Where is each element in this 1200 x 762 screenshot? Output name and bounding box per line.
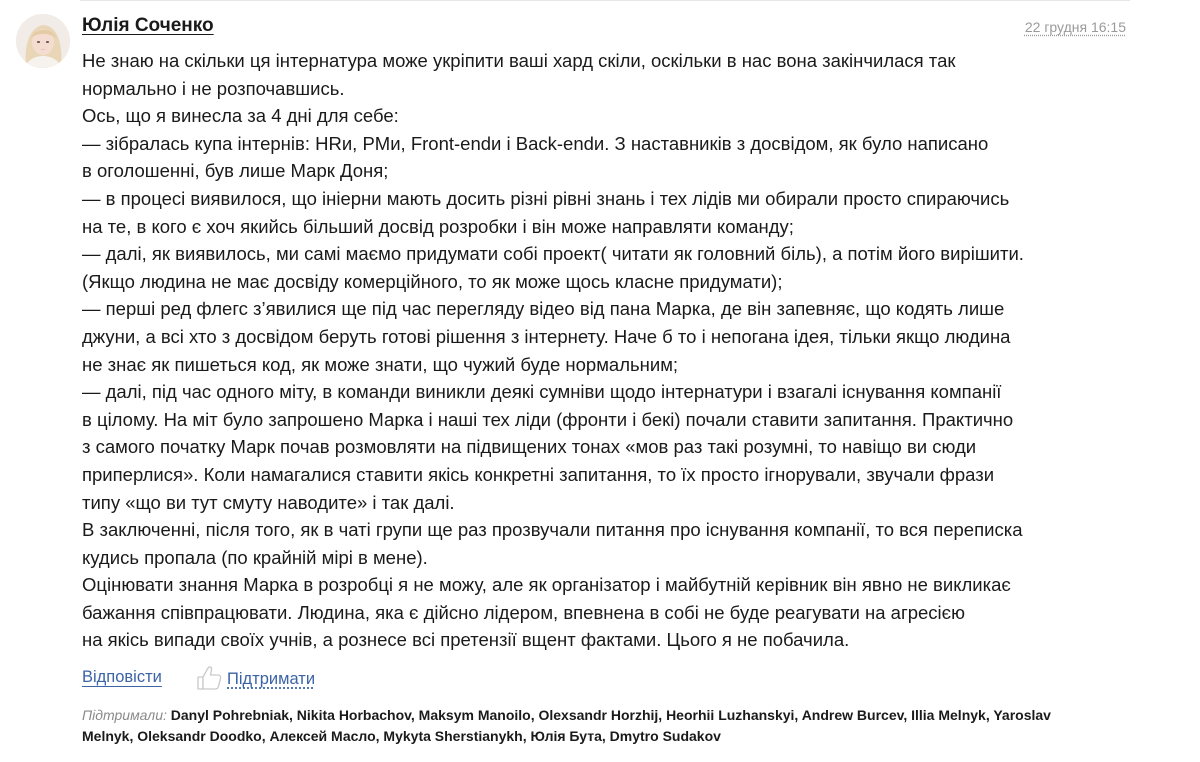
supporters-list: [82, 705, 1102, 747]
comment-body: [82, 47, 1142, 654]
comment-line: — далі, як виявилось, ми самі маємо придумати собі проект( читати як головний біль), а потім його вирішити.: [82, 243, 1024, 265]
comment-line: джуни, а всі хто з досвідом беруть готові рішення з інтернету. Наче б то і непогана ідея, тільки якщо людина: [82, 325, 1011, 347]
avatar-image: [16, 14, 70, 68]
comment-line: кудись пропала (по крайній мірі в мене).: [82, 546, 428, 568]
comment-line: Не знаю на скільки ця інтернатура може укріпити ваші хард скіли, оскільки в нас вона закінчилася так: [82, 50, 956, 71]
comment-line: (Якщо людина не має досвіду комерційного, то як може щось класне придумати);: [82, 270, 783, 292]
comment-line: нормально і не розпочавшись.: [82, 77, 345, 99]
comment-line: в цілому. На міт було запрошено Марка і наші тех ліди (фронти і бекі) почали ставити запитання. Практично: [82, 408, 1014, 430]
author-name[interactable]: Юлія Соченко: [82, 15, 214, 36]
comment-line: Ось, що я винесла за 4 дні для себе:: [82, 105, 399, 127]
comment-line: Оцінювати знання Марка в розробці я не можу, але як організатор і майбутній керівник він явно не викликає: [82, 574, 1011, 596]
comment-timestamp[interactable]: 22 грудня 16:15: [1024, 19, 1126, 35]
comment-line: на якісь випади своїх учнів, а рознесе всі претензії вщент фактами. Цього я не побачила.: [82, 629, 850, 651]
comment-line: типу «що ви тут смуту наводите» і так далі.: [82, 491, 455, 513]
comment-line: — в процесі виявилося, що ініерни мають досить різні рівні знань і тех лідів ми обирали просто спираючись: [82, 187, 1010, 209]
avatar[interactable]: [16, 14, 70, 68]
comment-line: не знає як пишеться код, як може знати, що чужий буде нормальним;: [82, 353, 679, 375]
supporters-names[interactable]: Danyl Pohrebniak, Nikita Horbachov, Maksym Manoilo, Olexsandr Horzhij, Heorhii Luzhanskyi, Andrew Burcev, Illia Melnyk, Yaroslav Melnyk, Oleksandr Doodko, Алексей Масло, Mykyta Sherstianykh, Юлія Бута, Dmytro Sudakov: [82, 707, 1051, 744]
comment-line: в оголошенні, був лише Марк Доня;: [82, 160, 389, 182]
comment-line: з самого початку Марк почав розмовляти на підвищених тонах «мов раз такі розумні, то навіщо ви сюди: [82, 436, 977, 458]
comment-line: — зібралась купа інтернів: HRи, PMи, Front-endи і Back-endи. З наставників з досвідом, як було написано: [82, 132, 989, 154]
reply-link[interactable]: Відповісти: [82, 668, 162, 686]
comment-line: приперлися». Коли намагалися ставити якісь конкретні запитання, то їх просто ігнорували, звучали фрази: [82, 463, 995, 485]
support-button[interactable]: Підтримати: [227, 670, 316, 688]
thumbs-up-icon[interactable]: [194, 664, 224, 692]
supporters-label: Підтримали:: [82, 707, 167, 723]
comment-line: бажання співпрацювати. Людина, яка є дійсно лідером, впевнена в собі не буде реагувати на агресією: [82, 601, 965, 623]
top-divider: [80, 0, 1130, 1]
comment-line: — перші ред флегс з’явилися ще під час перегляду відео від пана Марка, де він запевняє, що кодять лише: [82, 298, 1005, 320]
comment-line: В заключенні, після того, як в чаті групи ще раз прозвучали питання про існування компанії, то вся переписка: [82, 519, 1023, 541]
comment-line: на те, в кого є хоч якийсь більший досвід розробки і він може направляти команду;: [82, 215, 794, 237]
comment-line: — далі, під час одного міту, в команди виникли деякі сумніви щодо інтернатури і взагалі існування компанії: [82, 381, 1002, 403]
